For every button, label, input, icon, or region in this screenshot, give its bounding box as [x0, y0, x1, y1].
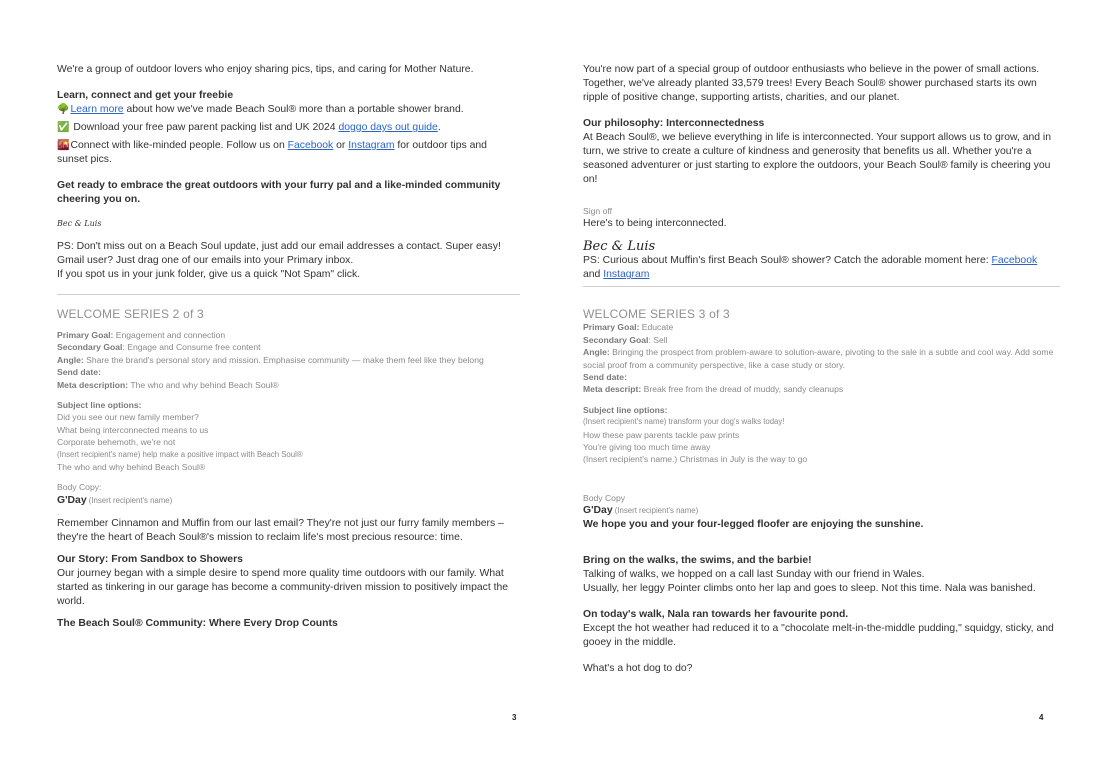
instagram-link[interactable]: Instagram [603, 269, 650, 281]
send-date [583, 371, 1060, 383]
ps-text-2 [583, 268, 1060, 282]
meta-label: Secondary Goal [583, 334, 649, 345]
send-date [57, 366, 520, 378]
meta-value: : Sell [648, 334, 668, 345]
meta-description [583, 383, 1060, 395]
meta-value: Break free from the dread of muddy, sandy cleanups [641, 384, 844, 395]
meta-label: Subject line options: [57, 400, 142, 411]
meta-value: The who and why behind Beach Soul® [128, 379, 279, 390]
hope-line: We hope you and your four-legged floofer are enjoying the sunshine. [583, 519, 924, 531]
meta-label: Send date: [583, 372, 627, 383]
bullet-text: for outdoor tips and sunset pics. [57, 140, 487, 165]
bullet-text: or [333, 140, 349, 151]
facebook-link[interactable]: Facebook [287, 140, 334, 151]
meta-label: Send date: [57, 367, 101, 378]
subject-line: Corporate behemoth, we're not [57, 437, 176, 448]
secondary-goal [583, 334, 1060, 346]
subject-line: Did you see our new family member? [57, 412, 199, 423]
meta-value: Educate [639, 322, 674, 333]
intro-text: We're a group of outdoor lovers who enjoy sharing pics, tips, and caring for Mother Nature. [57, 64, 474, 75]
bullet-text: Connect with like-minded people. Follow us on [70, 140, 288, 151]
meta-value: Engagement and connection [113, 330, 226, 340]
angle [583, 346, 1060, 371]
meta-value: Share the brand's personal story and mission. Emphasise community — make them feel like they belong [83, 354, 484, 365]
bullet-text: about how we've made Beach Soul® more than a portable shower brand. [123, 104, 464, 115]
bullet-text: . [437, 122, 441, 133]
greeting-note: (Insert recipient's name) [612, 506, 699, 516]
signoff-label: Sign off [583, 206, 612, 216]
meta-label: Angle: [583, 347, 610, 358]
instagram-link[interactable]: Instagram [348, 140, 395, 151]
primary-goal [583, 321, 1060, 333]
learn-more-link[interactable]: Learn more [70, 104, 124, 115]
meta-value: Bringing the prospect from problem-aware to solution-aware, pivoting to the sale in a subtle and cool way. Add some social proof from a community perspective, like a case study or story. [583, 347, 1054, 370]
meta-label: Subject line options: [583, 404, 668, 415]
community-heading: The Beach Soul® Community: Where Every Drop Counts [57, 617, 338, 629]
ps-line-3: If you spot us in your junk folder, give us a quick "Not Spam" click. [57, 269, 361, 280]
philosophy-heading: Our philosophy: Interconnectedness [583, 118, 765, 129]
walks-line-2: Usually, her leggy Pointer climbs onto her lap and goes to sleep. Not this time. Nala was banished. [583, 583, 1036, 595]
meta-label: Angle: [57, 354, 84, 365]
meta-label: Meta descript: [583, 384, 642, 395]
body-copy-label: Body Copy: [57, 482, 102, 493]
subject-lines-heading [57, 399, 520, 411]
page-number: 3 [512, 713, 517, 722]
dot: . [57, 507, 60, 517]
greeting-note: (Insert recipient's name) [86, 495, 173, 505]
learn-heading: Learn, connect and get your freebie [57, 90, 234, 101]
page-4 [550, 0, 1100, 777]
meta-value: : Engage and Consume free content [122, 342, 261, 353]
subject-line: (Insert recipient's name) transform your dog's walks today! [583, 417, 785, 427]
greeting-word: G'Day [57, 494, 87, 506]
series-title: WELCOME SERIES 2 of 3 [57, 307, 204, 321]
bullet-text: Download your free paw parent packing list and UK 2024 [73, 122, 339, 133]
subject-line: (Insert recipient's name) help make a positive impact with Beach Soul® [57, 449, 303, 459]
meta-description [57, 379, 520, 391]
bullet-connect [57, 139, 520, 167]
signature: Bec & Luis [57, 219, 102, 228]
story-heading: Our Story: From Sandbox to Showers [57, 553, 243, 565]
angle [57, 354, 520, 366]
pond-text: Except the hot weather had reduced it to a "chocolate melt-in-the-middle pudding," squidgy, sticky, and gooey in the middle. [583, 623, 1054, 649]
greeting [57, 494, 520, 508]
meta-label: Meta description: [57, 379, 129, 390]
meta-label: Primary Goal: [57, 330, 114, 340]
doggo-guide-link[interactable]: doggo days out guide [338, 122, 438, 133]
hot-dog-line: What's a hot dog to do? [583, 663, 693, 675]
subject-line: How these paw parents tackle paw prints [583, 429, 740, 440]
subject-line: You're giving too much time away [583, 442, 711, 453]
body-copy-label: Body Copy [583, 492, 626, 503]
pond-heading: On today's walk, Nala ran towards her favourite pond. [583, 609, 849, 621]
greeting-word: G'Day [583, 505, 613, 517]
ps-body: PS: Curious about Muffin's first Beach Soul® shower? Catch the adorable moment here: [583, 255, 992, 267]
story-intro: Remember Cinnamon and Muffin from our last email? They're not just our furry family members – they're the heart of Beach Soul®'s mission to reclaim life's most precious resource: time. [57, 517, 504, 543]
meta-label: Primary Goal: [583, 322, 640, 333]
tree-icon: 🌳 [57, 104, 70, 115]
secondary-goal [57, 341, 520, 353]
page-number: 4 [1039, 713, 1044, 722]
ps-line-2: Gmail user? Just drag one of our emails into your Primary inbox. [57, 255, 354, 266]
cta-text: Get ready to embrace the great outdoors with your furry pal and a like-minded community cheering you on. [57, 180, 501, 205]
subject-line: (Insert recipient's name.) Christmas in July is the way to go [583, 454, 808, 465]
subject-line: The who and why behind Beach Soul® [57, 462, 206, 473]
intro-text: You're now part of a special group of outdoor enthusiasts who believe in the power of small actions. Together, we've already planted 33,579 trees! Every Beach Soul® shower purchased starts its own ripple of positive change, supporting artists, charities, and our planet. [583, 64, 1040, 103]
ps-text [583, 254, 1060, 268]
subject-line: What being interconnected means to us [57, 424, 209, 435]
primary-goal [57, 329, 520, 341]
check-mark-icon: ✅ [57, 122, 70, 133]
philosophy-text: At Beach Soul®, we believe everything in life is interconnected. Your support allows us to grow, and in turn, we strive to create a culture of kindness and generosity that benefits us all. Whether you're a seasoned adventurer or just starting to explore the outdoors, your Beach Soul® family is cheering you on! [583, 132, 1052, 185]
walks-heading: Bring on the walks, the swims, and the barbie! [583, 555, 812, 567]
walks-line-1: Talking of walks, we hopped on a call last Sunday with our friend in Wales. [583, 569, 925, 581]
series-title: WELCOME SERIES 3 of 3 [583, 307, 730, 322]
bullet-learn-more [57, 103, 520, 117]
story-text: Our journey began with a simple desire to spend more quality time outdoors with our family. What started as tinkering in our garage has become a community-driven mission to positively impact the world. [57, 567, 509, 607]
ps-line-1: PS: Don't miss out on a Beach Soul update, just add our email addresses a contact. Super easy! [57, 241, 501, 252]
ps-and: and [583, 269, 604, 281]
sunset-photo-icon: 🌇 [57, 140, 70, 151]
bullet-download [57, 121, 520, 135]
subject-lines-heading [583, 404, 1060, 416]
meta-label: Secondary Goal [57, 342, 123, 353]
signoff-text: Here's to being interconnected. [583, 218, 727, 230]
signature: Bec & Luis [583, 239, 656, 255]
facebook-link[interactable]: Facebook [991, 255, 1038, 267]
greeting [583, 504, 1060, 518]
